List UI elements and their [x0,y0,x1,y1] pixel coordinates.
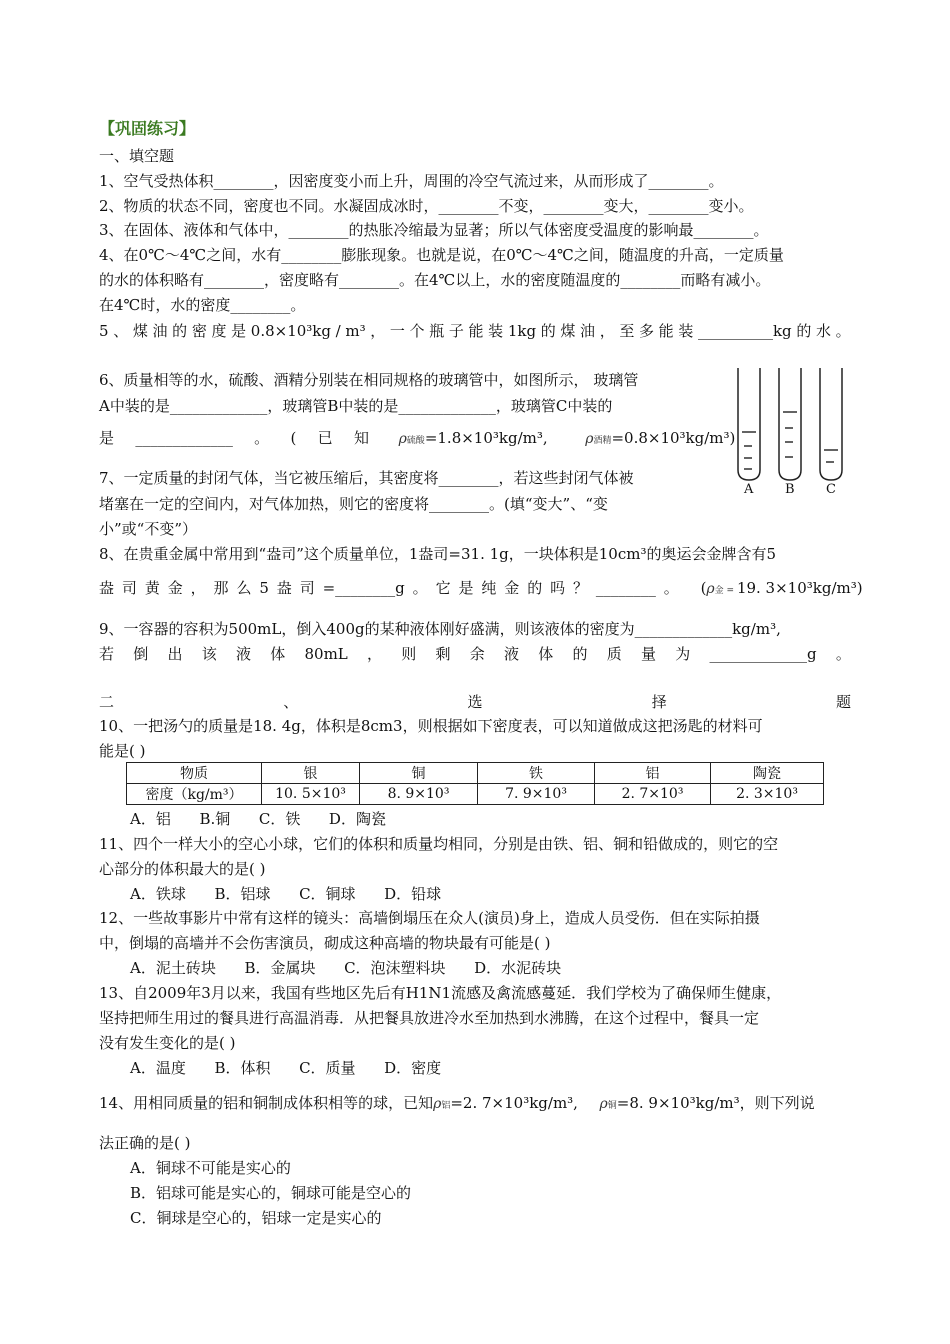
q5-part: 5 [99,322,109,340]
section2-part: 择 [651,693,667,711]
question-14-option-b: B．铝球可能是实心的，铜球可能是空心的 [130,1184,412,1202]
q8-part: 金 [504,579,520,597]
q8-part: 么 [236,579,252,597]
q5-part: 至 [619,322,635,340]
test-tubes-figure [730,366,850,502]
section2-part: 、 [283,693,299,711]
q5-part: 一 [389,322,405,340]
q8-part: ________ [595,579,656,597]
section-fill-in-title: 一、填空题 [99,147,175,165]
question-13-options: A．温度 B．体积 C．质量 D．密度 [130,1059,442,1077]
q6-part: 是 [99,429,115,447]
q9-part: 。 [835,645,851,663]
q6-part: 已 [317,429,333,447]
question-6-line-3 [99,428,735,450]
q9-part: ， [367,645,383,663]
q5-part: 的 [796,322,812,340]
q9-part: 若 [99,645,115,663]
q5-part: 油 [580,322,596,340]
table-cell: 7. 9×10³ [478,784,595,805]
q8-part: 黄 [144,579,160,597]
q5-part: 油 [152,322,168,340]
rho-sulfuric-value: =1.8×10³kg/m³, [424,429,548,447]
section2-part: 题 [835,693,851,711]
question-12-line-1: 12、一些故事影片中常有这样的镜头：高墙倒塌压在众人(演员)身上，造成人员受伤．但在实际拍摄 [99,909,760,927]
table-cell: 密度（kg/m³） [127,784,262,805]
q5-part: 的 [540,322,556,340]
rho-alcohol-sub: 酒精 [593,436,612,446]
q8-part: =________g [322,579,405,597]
q8-part: ， [190,579,206,597]
table-header-cell: 铜 [360,763,478,784]
question-5 [99,321,851,343]
q5-part: ， [370,322,386,340]
q8-part: 5 [259,579,269,597]
q5-part: 、 [113,322,129,340]
table-cell: 2. 3×10³ [711,784,824,805]
q5-part: / [335,322,341,340]
q5-part: 子 [448,322,464,340]
tube-label-b: B [785,482,795,497]
q9-part: 为 [675,645,691,663]
q8-part: ？ [573,579,589,597]
q6-part: _____________ [135,429,233,447]
q5-part: 的 [172,322,188,340]
table-header-cell: 银 [262,763,360,784]
q8-part: 是 [458,579,474,597]
question-11-options: A．铁球 B．铝球 C．铜球 D．铅球 [130,885,442,903]
q8-part: 的 [527,579,543,597]
rho-copper-symbol: ρ [599,1096,608,1112]
tube-label-a: A [744,482,754,497]
rho-alcohol-symbol: ρ [585,431,594,447]
q8-part: 吗 [550,579,566,597]
question-8-line-2: 盎 司 黄 金 ， 那 么 5 盎 司 =________g 。 它 是 纯 金 的 吗 ？ ________ 。 (ρ金 = 19. 3×10³kg/m³) [99,579,863,597]
q5-part: 是 [231,322,247,340]
section2-part: 二 [99,693,115,711]
question-2: 2、物质的状态不同，密度也不同。水凝固成冰时，________不变，________变大，________变小。 [99,197,754,215]
q9-part: 的 [572,645,588,663]
question-12-options: A．泥土砖块 B．金属块 C．泡沫塑料块 D．水泥砖块 [130,959,562,977]
question-3: 3、在固体、液体和气体中，________的热胀冷缩最为显著；所以气体密度受温度的影响最________。 [99,221,769,239]
rho-gold-value: 19. 3×10³kg/m³) [736,579,863,597]
q8-part: 它 [435,579,451,597]
density-table-header [127,763,824,784]
q5-part: __________kg [697,322,792,340]
question-6-line-1: 6、质量相等的水，硫酸、酒精分别装在相同规格的玻璃管中，如图所示， 玻璃管 [99,371,639,389]
rho-aluminum-sub: 铝 [441,1101,451,1111]
q9-part: 80mL [304,645,348,663]
question-14-option-c: C．铜球是空心的，铝球一定是实心的 [130,1209,382,1227]
q6-part: ( [290,429,297,447]
q5-part: 装 [488,322,504,340]
q8-part: 那 [213,579,229,597]
rho-copper-value: =8. 9×10³kg/m³，则下列说 [616,1094,815,1112]
q5-part: 煤 [560,322,576,340]
question-10-line-2: 能是( ) [99,742,146,760]
q5-part: 煤 [132,322,148,340]
q8-part: 司 [299,579,315,597]
question-4-line-3: 在4℃时，水的密度________。 [99,296,306,314]
table-header-cell: 铝 [595,763,711,784]
question-7-line-1: 7、一定质量的封闭气体，当它被压缩后，其密度将________，若这些封闭气体被 [99,469,634,487]
question-14-line-1 [99,1093,815,1115]
q6-part: 。 [254,429,270,447]
rho-sulfuric-symbol: ρ [398,431,407,447]
q5-part: 装 [678,322,694,340]
tube-a-outline [738,368,760,480]
tube-label-c: C [826,482,836,497]
tube-c-outline [820,368,842,480]
q9-part: 质 [606,645,622,663]
q9-part: 剩 [435,645,451,663]
q9-part: 倒 [133,645,149,663]
q5-part: 瓶 [429,322,445,340]
q9-part: 液 [236,645,252,663]
question-11-line-1: 11、四个一样大小的空心小球，它们的体积和质量均相同，分别是由铁、铝、铜和铅做成的，则它的空 [99,835,779,853]
tube-b-outline [779,368,801,480]
q5-part: m³ [345,322,366,340]
question-6-line-2: A中装的是_____________，玻璃管B中装的是_____________，玻璃管C中装的 [99,397,613,415]
question-9-line-1: 9、一容器的容积为500mL，倒入400g的某种液体刚好盛满，则该液体的密度为_____________kg/m³, [99,620,781,638]
section-choice-title [99,692,851,714]
rho-gold-symbol: ρ [706,581,715,597]
q9-part: 该 [201,645,217,663]
q5-part: 1kg [507,322,537,340]
q9-part: 量 [641,645,657,663]
q8-part: 盎 [276,579,292,597]
table-header-cell: 陶瓷 [711,763,824,784]
q5-part: 能 [468,322,484,340]
q6-part: 知 [353,429,369,447]
rho-sulfuric-sub: 硫酸 [406,436,425,446]
question-7-line-2: 堵塞在一定的空间内，对气体加热，则它的密度将________。(填“变大”、“变 [99,495,608,513]
q5-part: 度 [211,322,227,340]
q9-part: 液 [504,645,520,663]
question-11-line-2: 心部分的体积最大的是( ) [99,860,266,878]
question-10-line-1: 10、一把汤勺的质量是18. 4g，体积是8cm3，则根据如下密度表，可以知道做成这把汤匙的材料可 [99,717,763,735]
q9-part: _____________g [709,645,817,663]
q5-part: 密 [191,322,207,340]
q8-part: 盎 [99,579,115,597]
q9-part: 体 [538,645,554,663]
question-14-option-a: A．铜球不可能是实心的 [130,1159,291,1177]
q8-part: 纯 [481,579,497,597]
q9-part: 余 [469,645,485,663]
rho-alcohol-value: =0.8×10³kg/m³) [611,429,736,447]
question-4-line-2: 的水的体积略有________，密度略有________。在4℃以上，水的密度随温度的________而略有减小。 [99,271,771,289]
question-7-line-3: 小”或“不变”） [99,520,198,538]
table-cell: 10. 5×10³ [262,784,360,805]
density-table [126,762,824,805]
question-1: 1、空气受热体积________，因密度变小而上升，周围的冷空气流过来，从而形成了________。 [99,172,724,190]
table-header-cell: 铁 [478,763,595,784]
question-10-options: A．铝 B.铜 C．铁 D．陶瓷 [130,810,386,828]
density-table-row [127,784,824,805]
rho-gold-sub: 金 [714,586,724,596]
q5-part: 0.8×10³kg [250,322,331,340]
question-13-line-2: 坚持把师生用过的餐具进行高温消毒．从把餐具放进冷水至加热到水沸腾，在这个过程中，餐具一定 [99,1009,760,1027]
q5-part: 多 [639,322,655,340]
q5-part: ， [599,322,615,340]
rho-aluminum-symbol: ρ [433,1096,442,1112]
table-cell: 2. 7×10³ [595,784,711,805]
question-14-line-2: 法正确的是( ) [99,1134,191,1152]
question-13-line-1: 13、自2009年3月以来，我国有些地区先后有H1N1流感及禽流感蔓延．我们学校为了确保师生健康， [99,984,782,1002]
q8-part: 。 [663,579,679,597]
heading: 【巩固练习】 [99,119,196,138]
question-8-line-1: 8、在贵重金属中常用到“盎司”这个质量单位，1盎司=31. 1g，一块体积是10cm³的奥运会金牌含有5 [99,545,777,563]
q14-text: 14、用相同质量的铝和铜制成体积相等的球，已知 [99,1094,434,1112]
q5-part: 水 [815,322,831,340]
question-9-line-2 [99,644,851,666]
q8-part: 司 [121,579,137,597]
question-4-line-1: 4、在0℃～4℃之间，水有________膨胀现象。也就是说，在0℃～4℃之间，随温度的升高，一定质量 [99,246,784,264]
q9-part: 出 [167,645,183,663]
question-13-line-3: 没有发生变化的是( ) [99,1034,236,1052]
rho-copper-sub: 铜 [607,1101,617,1111]
q5-part: 个 [409,322,425,340]
q8-part: 。 [412,579,428,597]
q8-part: 金 [167,579,183,597]
section2-part: 选 [467,693,483,711]
q9-part: 则 [401,645,417,663]
table-header-cell: 物质 [127,763,262,784]
question-12-line-2: 中，倒塌的高墙并不会伤害演员，砌成这种高墙的物块最有可能是( ) [99,934,551,952]
rho-aluminum-value: =2. 7×10³kg/m³, [450,1094,578,1112]
q5-part: 。 [835,322,851,340]
q9-part: 体 [270,645,286,663]
table-cell: 8. 9×10³ [360,784,478,805]
q5-part: 能 [658,322,674,340]
